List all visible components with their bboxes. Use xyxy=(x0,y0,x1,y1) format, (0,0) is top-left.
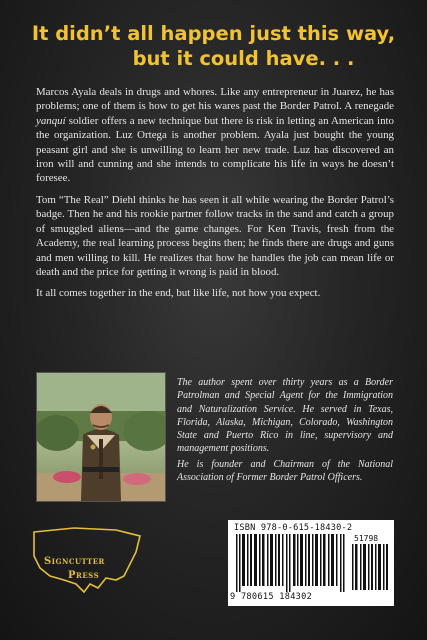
barcode-bars xyxy=(236,534,348,592)
synopsis-p1-start: Marcos Ayala deals in drugs and whores. Like any entrepreneur in Juarez, he has problems; one of them is how to get his wares past the Border Patrol. A renegade xyxy=(36,86,394,113)
price-code-bars xyxy=(352,544,388,590)
synopsis-paragraph-2: Tom “The Real” Diehl thinks he has seen it all while wearing the Border Patrol’s badge. Then he and his rookie partner follow tracks in the sand and catch a group of smuggled aliens—and the game changes. For Ken Travis, fresh from the Academy, the real learning process begins then; he finds there are drugs and guns and men willing to kill. He realizes that how he handles the job can mean life or death and the price for getting it wrong is paid in blood. xyxy=(36,194,394,279)
author-bio-paragraph-2: He is founder and Chairman of the National Association of Former Border Patrol Officers. xyxy=(177,459,393,484)
isbn-barcode xyxy=(228,520,394,606)
synopsis-paragraph-1 xyxy=(36,85,394,186)
isbn-number-bottom: 9 780615 184302 xyxy=(230,592,313,602)
synopsis-p1-end: soldier offers a new technique but there is risk in letting an American into the organization. Luz Ortega is another problem. Ayala just bought the young peasant girl and she is unwilling to learn her new trade. Luz has discovered an iron will and cunning and she intends to complicate his life in ways he doesn’t foresee. xyxy=(36,114,394,185)
synopsis-paragraph-3: It all comes together in the end, but like life, not how you expect. xyxy=(36,287,321,299)
publisher-name-line-1: Signcutter xyxy=(44,556,105,567)
headline-line-1: It didn’t all happen just this way, xyxy=(31,22,396,45)
author-photo-illustration xyxy=(37,373,165,501)
publisher-name-line-2: Press xyxy=(68,570,100,581)
author-photo xyxy=(36,372,166,502)
author-bio-paragraph-1: The author spent over thirty years as a Border Patrolman and Special Agent for the Immigration and Naturalization Service. He served in Texas, Florida, Alaska, Michigan, Colorado, Washington State and Puerto Rico in line, supervisory and management positions. xyxy=(177,377,393,455)
synopsis-p1-emphasis: yanquí xyxy=(36,114,66,127)
headline-line-2: but it could have. . . xyxy=(132,47,355,70)
price-code: 51798 xyxy=(354,534,379,543)
isbn-number-top: ISBN 978-0-615-18430-2 xyxy=(234,523,353,533)
